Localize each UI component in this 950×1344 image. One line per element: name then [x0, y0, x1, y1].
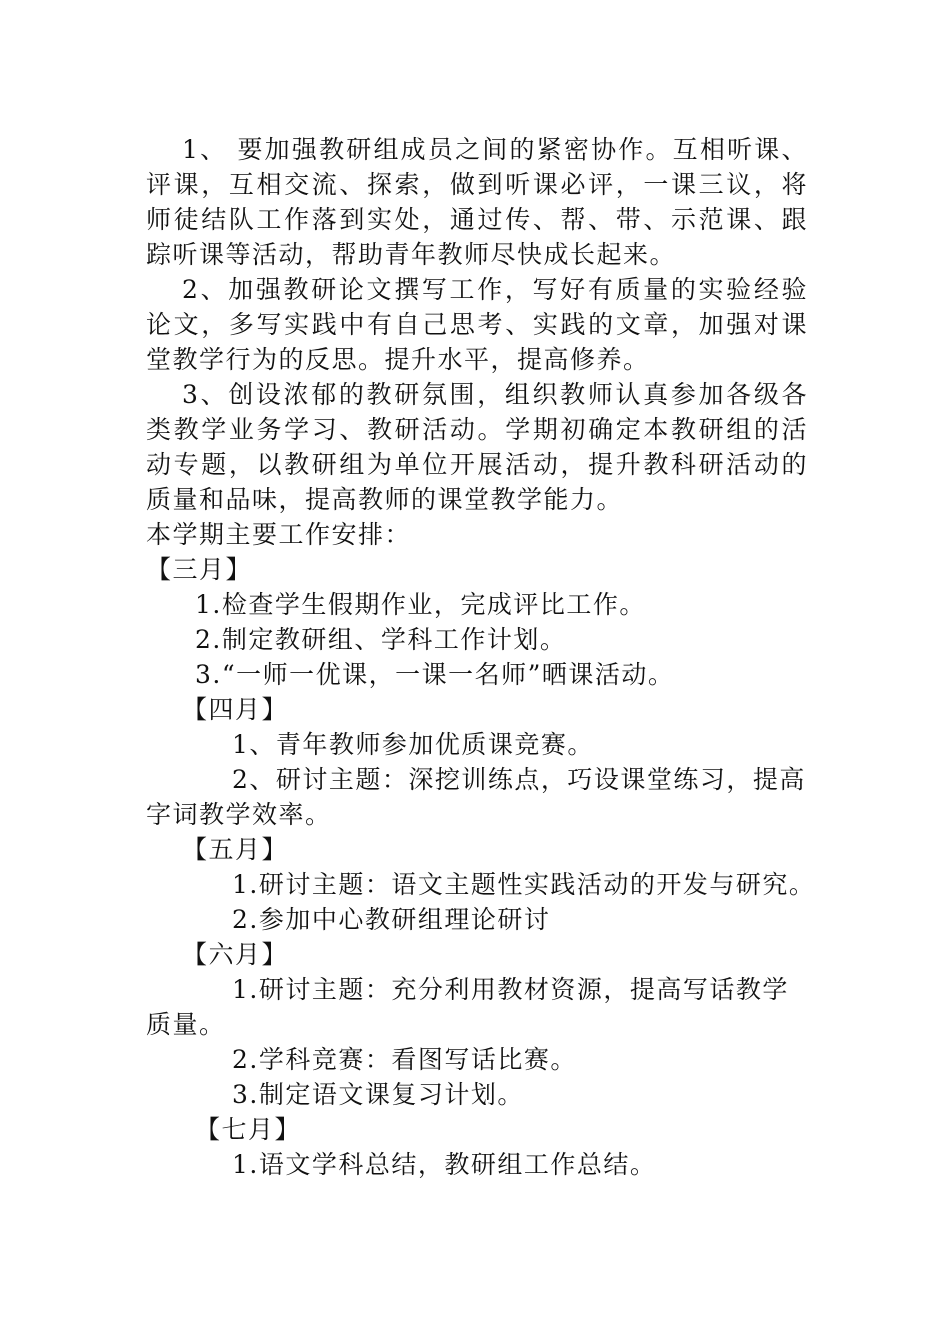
july-heading: 【七月】	[195, 1115, 302, 1144]
intro-paragraph-2: 2、加强教研论文撰写工作，写好有质量的实验经验论文，多写实践中有自己思考、实践的文章，加强对课堂教学行为的反思。提升水平，提高修养。	[146, 275, 808, 374]
may-item-2: 2.参加中心教研组理论研讨	[232, 905, 551, 934]
may-item-1: 1.研讨主题：语文主题性实践活动的开发与研究。	[232, 870, 816, 899]
april-item-1: 1、青年教师参加优质课竞赛。	[232, 730, 594, 759]
intro-paragraph-3: 3、创设浓郁的教研氛围，组织教师认真参加各级各类教学业务学习、教研活动。学期初确定本教研组的活动专题，以教研组为单位开展活动，提升教科研活动的质量和品味，提高教师的课堂教学能力。	[146, 380, 808, 514]
march-item-1: 1.检查学生假期作业，完成评比工作。	[195, 590, 646, 619]
may-heading: 【五月】	[182, 835, 289, 864]
march-heading: 【三月】	[146, 555, 253, 584]
march-item-2: 2.制定教研组、学科工作计划。	[195, 625, 567, 654]
june-item-3: 3.制定语文课复习计划。	[232, 1080, 524, 1109]
april-heading: 【四月】	[182, 695, 289, 724]
april-item-2: 2、研讨主题：深挖训练点，巧设课堂练习，提高字词教学效率。	[146, 765, 806, 829]
june-heading: 【六月】	[182, 940, 289, 969]
intro-paragraph-1: 1、 要加强教研组成员之间的紧密协作。互相听课、评课，互相交流、探索，做到听课必评，一课三议，将师徒结队工作落到实处，通过传、帮、带、示范课、跟踪听课等活动，帮助青年教师尽快成长起来。	[146, 135, 808, 269]
july-item-1: 1.语文学科总结，教研组工作总结。	[232, 1150, 657, 1179]
schedule-heading: 本学期主要工作安排：	[146, 520, 412, 549]
june-item-2: 2.学科竞赛：看图写话比赛。	[232, 1045, 577, 1074]
march-item-3: 3.“一师一优课，一课一名师”晒课活动。	[195, 660, 675, 689]
june-item-1: 1.研讨主题：充分利用教材资源，提高写话教学质量。	[146, 975, 789, 1039]
